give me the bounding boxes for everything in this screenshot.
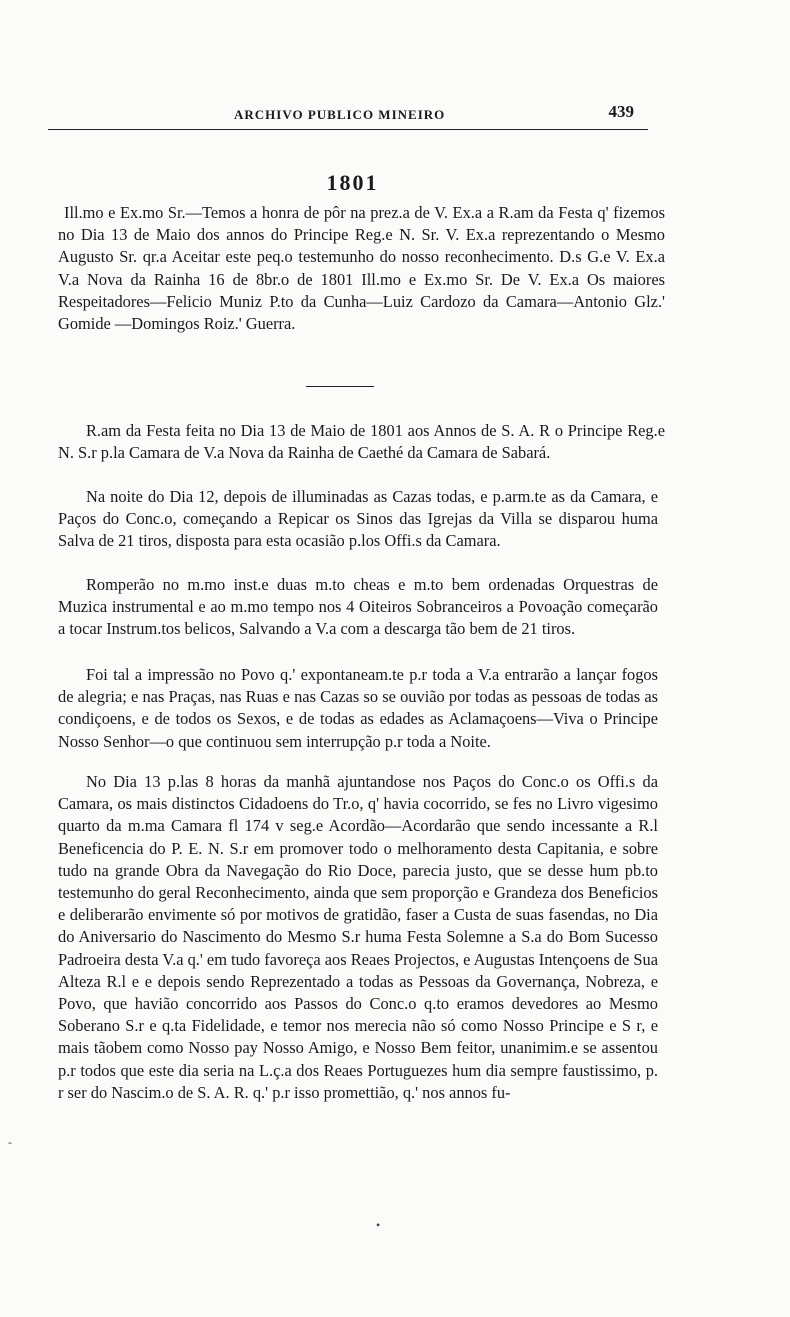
running-head: ARCHIVO PUBLICO MINEIRO	[234, 107, 446, 122]
body-paragraph: Na noite do Dia 12, depois de illuminadas as Cazas todas, e p.arm.te as da Camara, e Paços do Conc.o, começando a Repicar os Sinos das Igrejas da Villa se disparou huma Salva de 21 tiros, disposta para esta ocasião p.los Offi.s da Camara.	[58, 487, 658, 551]
section-separator	[306, 386, 374, 387]
year-heading: 1801	[326, 170, 379, 195]
body-paragraph: Romperão no m.mo inst.e duas m.to cheas e m.to bem ordenadas Orquestras de Muzica instrumental e ao m.mo tempo nos 4 Oiteiros Sobranceiros a Povoação começarão a tocar Instrum.tos belicos, Salvando a V.a com a descarga tão bem de 21 tiros.	[58, 575, 658, 639]
report-title-paragraph: R.am da Festa feita no Dia 13 de Maio de 1801 aos Annos de S. A. R o Principe Reg.e N. S.r p.la Camara de V.a Nova da Rainha de Caethé da Camara de Sabará.	[58, 421, 665, 463]
page-number: 439	[608, 102, 634, 121]
body-paragraph: Foi tal a impressão no Povo q.' expontaneam.te p.r toda a V.a entrarão a lançar fogos de alegria; e nas Praças, nas Ruas e nas Cazas so se ouvião por todas as pessoas de todas as condiçoens, e de todos os Sexos, e de todas as edades as Aclamaçoens—Viva o Principe Nosso Senhor—o que continuou sem interrupção p.r toda a Noite.	[58, 665, 658, 751]
margin-dot: •	[376, 1218, 381, 1232]
header-rule	[48, 129, 648, 130]
margin-dot: ‑	[8, 1135, 12, 1149]
letter-paragraph: Ill.mo e Ex.mo Sr.—Temos a honra de pôr na prez.a de V. Ex.a a R.am da Festa q' fizemos no Dia 13 de Maio dos annos do Principe Reg.e N. Sr. V. Ex.a reprezentando o Mesmo Augusto Sr. qr.a Aceitar este peq.o testemunho do nosso reconhecimento. D.s G.e V. Ex.a V.a Nova da Rainha 16 de 8br.o de 1801 Ill.mo e Ex.mo Sr. De V. Ex.a Os maiores Respeitadores—Felicio Muniz P.to da Cunha—Luiz Cardozo da Camara—Antonio Glz.' Gomide —Domingos Roiz.' Guerra.	[58, 203, 665, 334]
page-header	[48, 102, 648, 130]
body-paragraph: No Dia 13 p.las 8 horas da manhã ajuntandose nos Paços do Conc.o os Offi.s da Camara, os mais distinctos Cidadoens do Tr.o, q' havia cocorrido, se fes no Livro vigesimo quarto da m.ma Camara fl 174 v seg.e Acordão—Acordarão que sendo incessante a R.l Beneficencia do P. E. N. S.r em promover todo o melhoramento desta Capitania, e sobre tudo na grande Obra da Navegação do Rio Doce, parecia justo, que se desse hum pb.to testemunho do geral Reconhecimento, ainda que sem proporção e Grandeza dos Beneficios e deliberarão envimente só por motivos de gratidão, faser a Custa de suas fasendas, no Dia do Aniversario do Nascimento do Mesmo S.r huma Festa Solemne a S.a do Bom Sucesso Padroeira desta V.a q.' em tudo favoreça aos Reaes Projectos, e Augustas Intençoens de Sua Alteza R.l e e depois sendo Reprezentado a todas as Pessoas da Governança, Nobreza, e Povo, que havião concorrido aos Passos do Conc.o q.to eramos devedores ao Mesmo Soberano S.r e q.ta Fidelidade, e temor nos merecia não só como Nosso Principe e S r, e mais tãobem como Nosso pay Nosso Amigo, e Nosso Bem feitor, unanimim.e se assentou p.r todos que este dia seria na L.ç.a dos Reaes Portuguezes hum dia sempre faustissimo, p. r ser do Nascim.o de S. A. R. q.' p.r isso promettião, q.' nos annos fu-	[58, 772, 658, 1102]
